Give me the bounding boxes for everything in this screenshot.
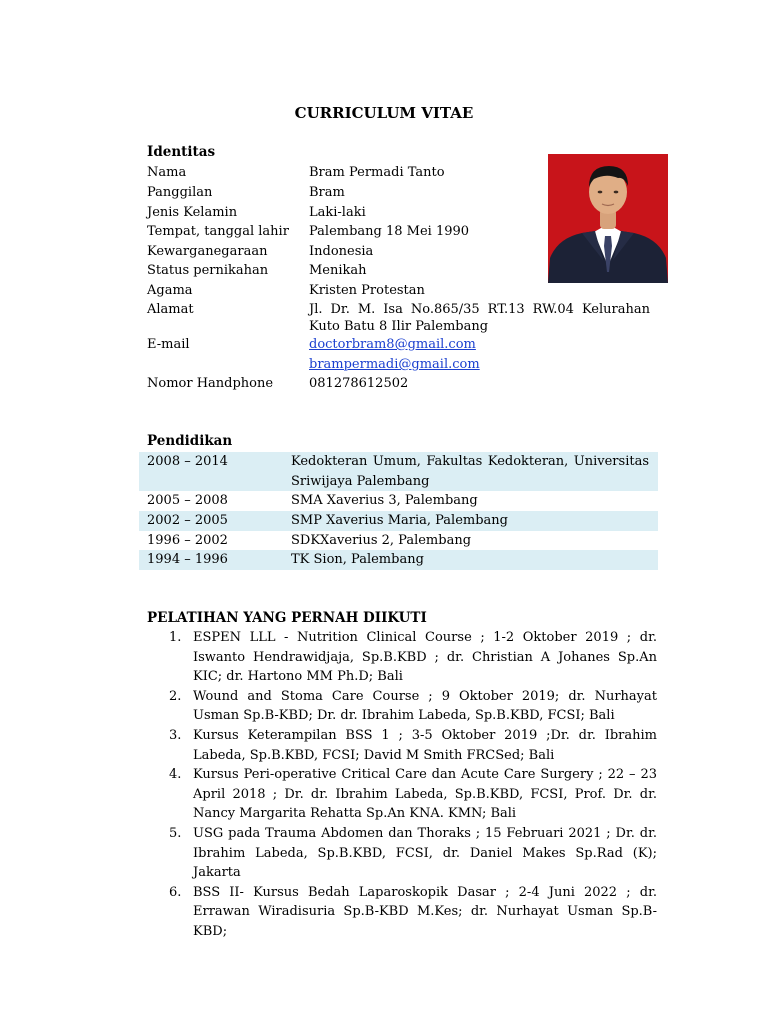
education-school: TK Sion, Palembang: [291, 552, 424, 567]
education-school-line-2: Sriwijaya Palembang: [291, 474, 430, 489]
training-list: [147, 628, 657, 942]
identity-label: Jenis Kelamin: [147, 205, 238, 220]
identity-value: Menikah: [309, 263, 367, 278]
education-row: [139, 550, 658, 570]
education-years: 2005 – 2008: [147, 493, 228, 508]
identity-label: Nama: [147, 165, 187, 180]
training-text: Kursus Peri-operative Critical Care dan Acute Care Surgery ; 22 – 23 April 2018 ; Dr. dr. Ibrahim Labeda, Sp.B.KBD, FCSI, Prof. Dr. dr. Nancy Margarita Rehatta Sp.An KNA. KMN; Bali: [193, 767, 657, 822]
training-number: 1.: [169, 630, 182, 645]
identity-label: Tempat, tanggal lahir: [147, 224, 289, 239]
training-item: [147, 687, 657, 726]
training-item: [147, 765, 657, 824]
identity-label: E-mail: [147, 337, 190, 352]
education-years: 2008 – 2014: [147, 454, 228, 469]
education-school: SDKXaverius 2, Palembang: [291, 533, 472, 548]
document-title: CURRICULUM VITAE: [294, 104, 474, 122]
education-school: SMP Xaverius Maria, Palembang: [291, 513, 508, 528]
education-row: [139, 491, 658, 511]
identity-value: Palembang 18 Mei 1990: [309, 224, 470, 239]
training-number: 2.: [169, 688, 182, 704]
training-number: 4.: [169, 767, 182, 783]
identity-value: Bram Permadi Tanto: [309, 165, 445, 180]
identity-value: Indonesia: [309, 244, 374, 259]
identity-label: Agama: [147, 283, 193, 298]
alamat-line-2: Kuto Batu 8 Ilir Palembang: [309, 319, 489, 334]
training-text: BSS II- Kursus Bedah Laparoskopik Dasar ; 2-4 Juni 2022 ; dr. Errawan Wiradisuria Sp.B-KBD M.Kes; dr. Nurhayat Usman Sp.B-KBD;: [193, 884, 657, 939]
identity-value: Bram: [309, 185, 345, 200]
education-years: 2002 – 2005: [147, 513, 228, 528]
identity-value: 081278612502: [309, 376, 409, 391]
training-number: 6.: [169, 884, 182, 900]
education-years: 1996 – 2002: [147, 533, 228, 548]
education-school: Kedokteran Umum, Fakultas Kedokteran, Universitas: [291, 454, 649, 469]
email-link-1[interactable]: doctorbram8@gmail.com: [309, 337, 476, 352]
identity-value: Laki-laki: [309, 205, 366, 220]
education-row: [139, 452, 658, 491]
identity-label: Kewarganegaraan: [147, 244, 268, 259]
profile-photo: [548, 154, 668, 283]
identity-label: Status pernikahan: [147, 263, 269, 278]
training-text: Wound and Stoma Care Course ; 9 Oktober 2019; dr. Nurhayat Usman Sp.B-KBD; Dr. dr. Ibrahim Labeda, Sp.B.KBD, FCSI; Bali: [193, 688, 657, 724]
training-item: [147, 726, 657, 765]
training-number: 5.: [169, 825, 182, 841]
education-years: 1994 – 1996: [147, 552, 228, 567]
identity-row-agama: [147, 281, 659, 300]
training-item: [147, 628, 657, 687]
training-item: [147, 824, 657, 883]
email-link-2[interactable]: brampermadi@gmail.com: [309, 357, 480, 372]
identity-row-hp: [147, 374, 659, 393]
alamat-line-1: Jl. Dr. M. Isa No.865/35 RT.13 RW.04 Kelurahan: [309, 302, 650, 317]
education-row: [139, 531, 658, 550]
training-item: [147, 883, 657, 942]
identity-row-alamat-2: [147, 317, 659, 336]
education-row: [139, 511, 658, 531]
training-number: 3.: [169, 727, 182, 743]
identity-label: Alamat: [147, 302, 194, 317]
education-school: SMA Xaverius 3, Palembang: [291, 493, 478, 508]
training-text: Kursus Keterampilan BSS 1 ; 3-5 Oktober 2019 ;Dr. dr. Ibrahim Labeda, Sp.B.KBD, FCSI; David M Smith FRCSed; Bali: [193, 727, 657, 763]
pelatihan-heading: PELATIHAN YANG PERNAH DIIKUTI: [147, 610, 427, 626]
training-text: USG pada Trauma Abdomen dan Thoraks ; 15 Februari 2021 ; Dr. dr. Ibrahim Labeda, Sp.B.KBD, FCSI, dr. Daniel Makes Sp.Rad (K); Jakarta: [193, 825, 657, 881]
identitas-heading: Identitas: [147, 144, 216, 160]
pendidikan-heading: Pendidikan: [147, 433, 233, 449]
identity-label: Nomor Handphone: [147, 376, 274, 391]
identity-label: Panggilan: [147, 185, 213, 200]
training-text: ESPEN LLL - Nutrition Clinical Course ; 1-2 Oktober 2019 ; dr. Iswanto Hendrawidjaja, Sp.B.KBD ; dr. Christian A Johanes Sp.An KIC; dr. Hartono MM Ph.D; Bali: [193, 630, 657, 685]
identity-value: Kristen Protestan: [309, 283, 425, 298]
